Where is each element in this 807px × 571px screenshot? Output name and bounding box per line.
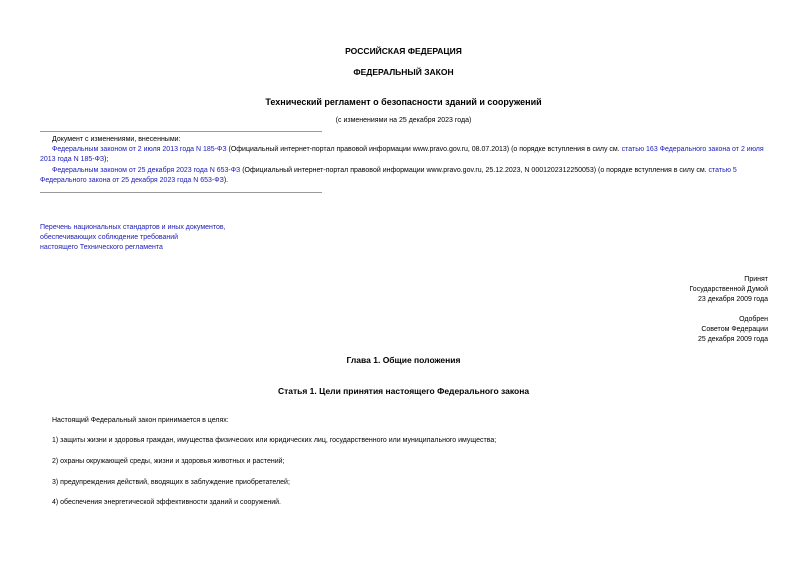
adoption-state-duma <box>689 275 768 305</box>
standards-link-line-3: настоящего Технического регламента <box>40 244 163 251</box>
goal-2: 2) охраны окружающей среды, жизни и здоровья животных и растений; <box>52 458 285 465</box>
goal-3: 3) предупреждения действий, вводящих в заблуждение приобретателей; <box>52 479 290 486</box>
document-title: Технический регламент о безопасности зданий и сооружений <box>265 97 542 107</box>
link-article-5[interactable]: статью 5 Федерального закона от 25 декабря 2023 года N 653-ФЗ <box>40 167 737 184</box>
link-law-653[interactable]: Федеральным законом от 25 декабря 2023 года N 653-ФЗ <box>52 167 241 174</box>
top-divider <box>40 131 322 132</box>
country-heading: РОССИЙСКАЯ ФЕДЕРАЦИЯ <box>345 46 462 56</box>
goal-4: 4) обеспечения энергетической эффективности зданий и сооружений. <box>52 499 281 506</box>
approved-label: Одобрен <box>739 316 768 323</box>
change-item-1-text: (Официальный интернет-портал правовой информации www.pravo.gov.ru, 08.07.2013) (о порядке вступления в силу см. <box>226 146 622 153</box>
standards-list-link[interactable] <box>40 223 226 253</box>
change-item-2 <box>40 166 770 186</box>
approved-by: Советом Федерации <box>701 326 768 333</box>
bottom-divider <box>40 192 322 193</box>
accepted-label: Принят <box>744 276 768 283</box>
goal-1: 1) защиты жизни и здоровья граждан, имущества физических или юридических лиц, государственного или муниципального имущества; <box>52 437 497 444</box>
article-heading: Статья 1. Цели принятия настоящего Федерального закона <box>277 386 530 396</box>
change-item-1-end: ); <box>104 156 109 163</box>
chapter-heading: Глава 1. Общие положения <box>346 355 461 365</box>
accepted-date: 23 декабря 2009 года <box>697 296 768 303</box>
change-item-2-end: ). <box>223 177 229 184</box>
changes-intro: Документ с изменениями, внесенными: <box>52 136 181 143</box>
standards-link-line-2: обеспечивающих соблюдение требований <box>40 234 179 241</box>
link-law-185[interactable]: Федеральным законом от 2 июля 2013 года N 185-ФЗ <box>52 146 227 153</box>
body-intro: Настоящий Федеральный закон принимается в целях: <box>52 417 229 424</box>
link-article-163[interactable]: статью 163 Федерального закона от 2 июля 2013 года N 185-ФЗ <box>40 146 764 163</box>
change-item-2-text: (Официальный интернет-портал правовой информации www.pravo.gov.ru, 25.12.2023, N 0001202312250053) (о порядке вступления в силу см. <box>240 167 709 174</box>
change-item-1 <box>40 145 770 165</box>
standards-link-line-1: Перечень национальных стандартов и иных документов, <box>40 224 226 231</box>
amendment-note: (с изменениями на 25 декабря 2023 года) <box>335 117 472 124</box>
adoption-federation-council <box>698 315 768 345</box>
accepted-by: Государственной Думой <box>689 286 768 293</box>
law-type-heading: ФЕДЕРАЛЬНЫЙ ЗАКОН <box>353 67 454 77</box>
approved-date: 25 декабря 2009 года <box>697 336 768 343</box>
